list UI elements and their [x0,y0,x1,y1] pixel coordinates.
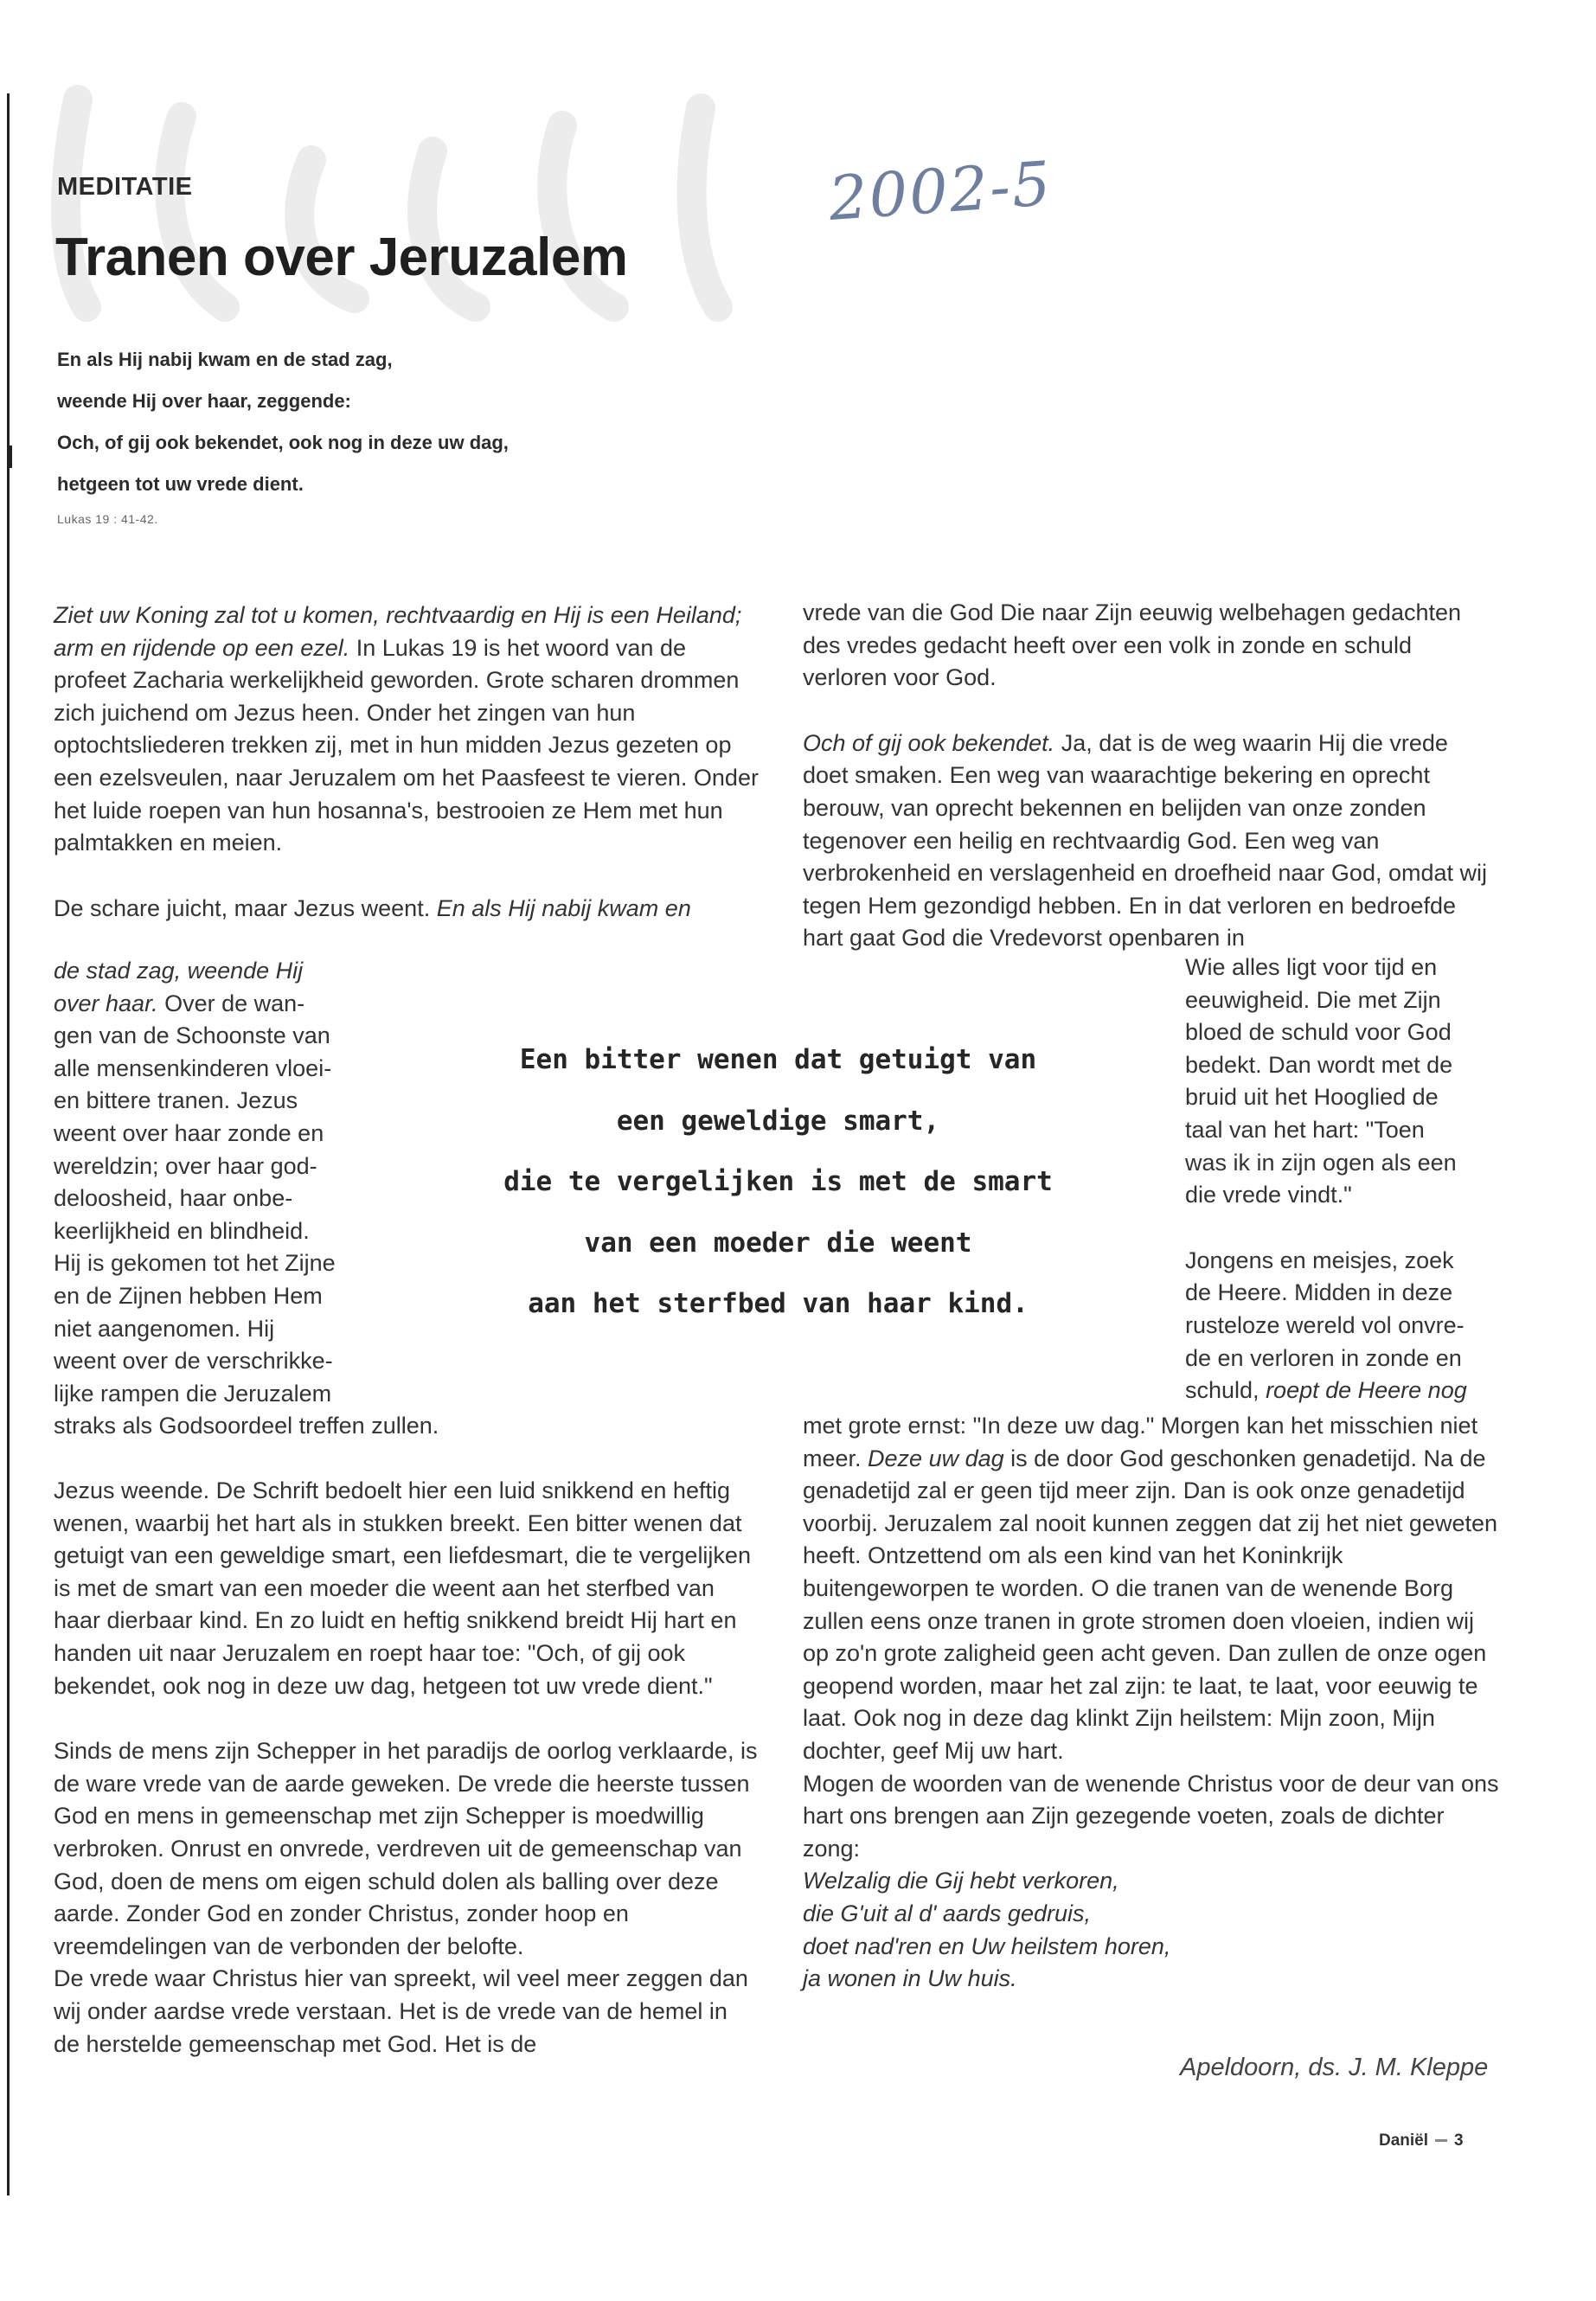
grote-ernst-paragraph [803,1410,1503,1768]
text-line: niet aangenomen. Hij [54,1315,275,1342]
page-title: Tranen over Jeruzalem [55,228,628,287]
text-line: bloed de schuld voor God [1185,1019,1452,1046]
text-line: en bittere tranen. Jezus [54,1087,298,1114]
text-line: bedekt. Dan wordt met de [1185,1051,1453,1078]
text-line: alle mensenkinderen vloei- [54,1054,332,1081]
scripture-verse [57,339,509,526]
footer-dash [1435,2139,1447,2142]
sinds-paragraph: Sinds de mens zijn Schepper in het paradijs de oorlog verklaarde, is de ware vrede van de aarde geweken. De vrede die heerste tussen God en mens in gemeenschap met zijn Schepper is moedwillig verbroken. Onrust en onvrede, verdreven uit de gemeenschap van God, doen de mens om eigen schuld dolen als balling over deze aarde. Zonder God en zonder Christus, zonder hoop en vreemdelingen van de verbonden der belofte. [54,1738,758,1959]
ernst-text: met grote ernst: "In deze uw dag." Morgen kan het misschien niet meer. [803,1413,1478,1471]
text-line: de stad zag, weende Hij [54,958,304,984]
jongens-italic: roept de Heere nog [1266,1377,1467,1404]
weeping-first-line [54,893,759,926]
text-line: Jongens en meisjes, zoek [1185,1247,1454,1273]
pull-quote-line: Een bitter wenen dat getuigt van [519,1044,1037,1075]
verse-line: Och, of gij ook bekendet, ook nog in deze uw dag, [57,432,509,453]
text-line: die vrede vindt." [1185,1182,1352,1208]
och-text: Ja, dat is de weg waarin Hij die vrede doet smaken. Een weg van waarachtige bekering en oprecht berouw, van oprecht bekennen en belijden van onze zonden tegenover een heilig en rechtvaardig God. Een weg van verbrokenheid en verslagenheid en droefheid naar God, omdat wij tegen Hem gezondigd hebben. En in dat verloren en bedroefde hart gaat God die Vredevorst openbaren in [803,729,1488,952]
mogen-paragraph: Mogen de woorden van de wenende Christus voor de deur van ons hart ons brengen aan Zijn gezegende voeten, zoals de dichter zong: [803,1770,1499,1862]
text-line: straks als Godsoordeel treffen zullen. [54,1413,439,1439]
weeping-italic: En als Hij nabij kwam en [436,894,691,921]
poem-line: ja wonen in Uw huis. [803,1965,1017,1992]
page-number: 3 [1454,2131,1464,2150]
text-line: wereldzin; over haar god- [54,1152,317,1179]
text-line: lijke rampen die Jeruzalem [54,1380,332,1407]
text-line: Wie alles ligt voor tijd en [1185,954,1438,980]
text-line: was ik in zijn ogen als een [1185,1149,1457,1176]
text-line: de en verloren in zonde en [1185,1344,1462,1371]
pull-quote-line: een geweldige smart, [616,1105,940,1137]
verse-reference: Lukas 19 : 41-42. [57,512,158,526]
right-float-text [1185,952,1497,1407]
text-line: eeuwigheid. Die met Zijn [1185,986,1441,1013]
poem-line: die G'uit al d' aards gedruis, [803,1900,1091,1926]
text-line: weent over de verschrikke- [54,1348,333,1375]
verse-line: En als Hij nabij kwam en de stad zag, [57,349,393,370]
intro-italic: Ziet uw Koning zal tot u komen, rechtvaardig en Hij is een Heiland; arm en rijdende op een ezel. [54,602,742,661]
handwritten-note: 2002-5 [826,148,1054,234]
text-line: en de Zijnen hebben Hem [54,1282,323,1309]
text-line [1185,1375,1497,1407]
weeping-plain: De schare juicht, maar Jezus weent. [54,894,437,921]
right-column-top [803,597,1495,955]
text-line: bruid uit het Hooglied de [1185,1084,1439,1111]
pull-quote-line: die te vergelijken is met de smart [503,1166,1053,1197]
poem-line: Welzalig die Gij hebt verkoren, [803,1868,1119,1894]
poem [803,1865,1503,1995]
left-margin-rule [7,93,10,2195]
pull-quote-line: van een moeder die weent [584,1227,972,1259]
verse-line: weende Hij over haar, zeggende: [57,390,351,412]
left-column-intro [54,599,759,925]
margin-tick [7,445,12,468]
section-label: MEDITATIE [57,173,193,201]
page-footer [1379,2131,1464,2150]
text-line: gen van de Schoonste van [54,1022,330,1049]
de-vrede-paragraph: De vrede waar Christus hier van spreekt, wil veel meer zeggen dan wij onder aardse vrede verstaan. Het is de vrede van de hemel in de herstelde gemeenschap met God. Het is de [54,1965,748,2057]
och-paragraph [803,727,1495,955]
pull-quote [460,1029,1096,1335]
och-italic: Och of gij ook bekendet. [803,729,1055,756]
jongens-plain: schuld, [1185,1377,1266,1404]
left-float-text [54,955,439,1443]
magazine-name: Daniël [1379,2131,1429,2150]
text-line: keerlijkheid en blindheid. [54,1217,310,1244]
pull-quote-line: aan het sterfbed van haar kind. [528,1288,1029,1319]
jezus-weende-paragraph: Jezus weende. De Schrift bedoelt hier een luid snikkend en heftig wenen, waarbij het hart als in stukken breekt. Een bitter wenen dat getuigt van een geweldige smart, een liefdesmart, die te vergelijken is met de smart van een moeder die weent aan het sterfbed van haar dierbaar kind. En zo luidt en heftig snikkend breidt Hij hart en handen uit naar Jeruzalem en roept haar toe: "Och, of gij ook bekendet, ook nog in deze uw dag, hetgeen tot uw vrede dient." [54,1477,751,1699]
text-line: weent over haar zonde en [54,1119,324,1146]
ernst-italic: Deze uw dag [868,1445,1004,1471]
text-line: taal van het hart: "Toen [1185,1116,1425,1143]
intro-text: In Lukas 19 is het woord van de profeet Zacharia werkelijkheid geworden. Grote scharen drommen zich juichend om Jezus heen. Onder het zingen van hun optochtsliederen trekken zij, met in hun midden Jezus gezeten op een ezelsveulen, naar Jeruzalem om het Paasfeest te vieren. Onder het luide roepen van hun hosanna's, bestrooien ze Hem met hun palmtakken en meien. [54,634,759,856]
left-column-bottom [54,1475,759,2061]
ernst-rest: is de door God geschonken genadetijd. Na de genadetijd zal er geen tijd meer zijn. Dan is ook onze genadetijd voorbij. Jeruzalem zal nooit kunnen zeggen dat zij het niet geweten heeft. Ontzettend om als een kind van het Koninkrijk buitengeworpen te worden. O die tranen van de wenende Borg zullen eens onze tranen in grote stromen doen vloeien, indien wij op zo'n grote zaligheid geen acht geven. Dan zullen de onze ogen geopend worden, maar het zal zijn: te laat, te laat, voor eeuwig te laat. Ook nog in deze dag klinkt Zijn heilstem: Mijn zoon, Mijn dochter, geef Mij uw hart. [803,1445,1497,1764]
text-line: deloosheid, haar onbe- [54,1185,293,1212]
verse-line: hetgeen tot uw vrede dient. [57,473,304,495]
intro-paragraph [54,599,759,860]
text-line: over haar. Over de wan- [54,990,305,1016]
text-line: de Heere. Midden in deze [1185,1279,1453,1306]
right-top-paragraph: vrede van die God Die naar Zijn eeuwig welbehagen gedachten des vredes gedacht heeft over een volk in zonde en schuld verloren voor God. [803,599,1462,691]
signature: Apeldoorn, ds. J. M. Kleppe [1180,2054,1489,2081]
text-line: Hij is gekomen tot het Zijne [54,1250,336,1277]
poem-line: doet nad'ren en Uw heilstem horen, [803,1932,1171,1959]
right-column-bottom [803,1410,1503,1996]
text-line: rusteloze wereld vol onvre- [1185,1311,1465,1338]
